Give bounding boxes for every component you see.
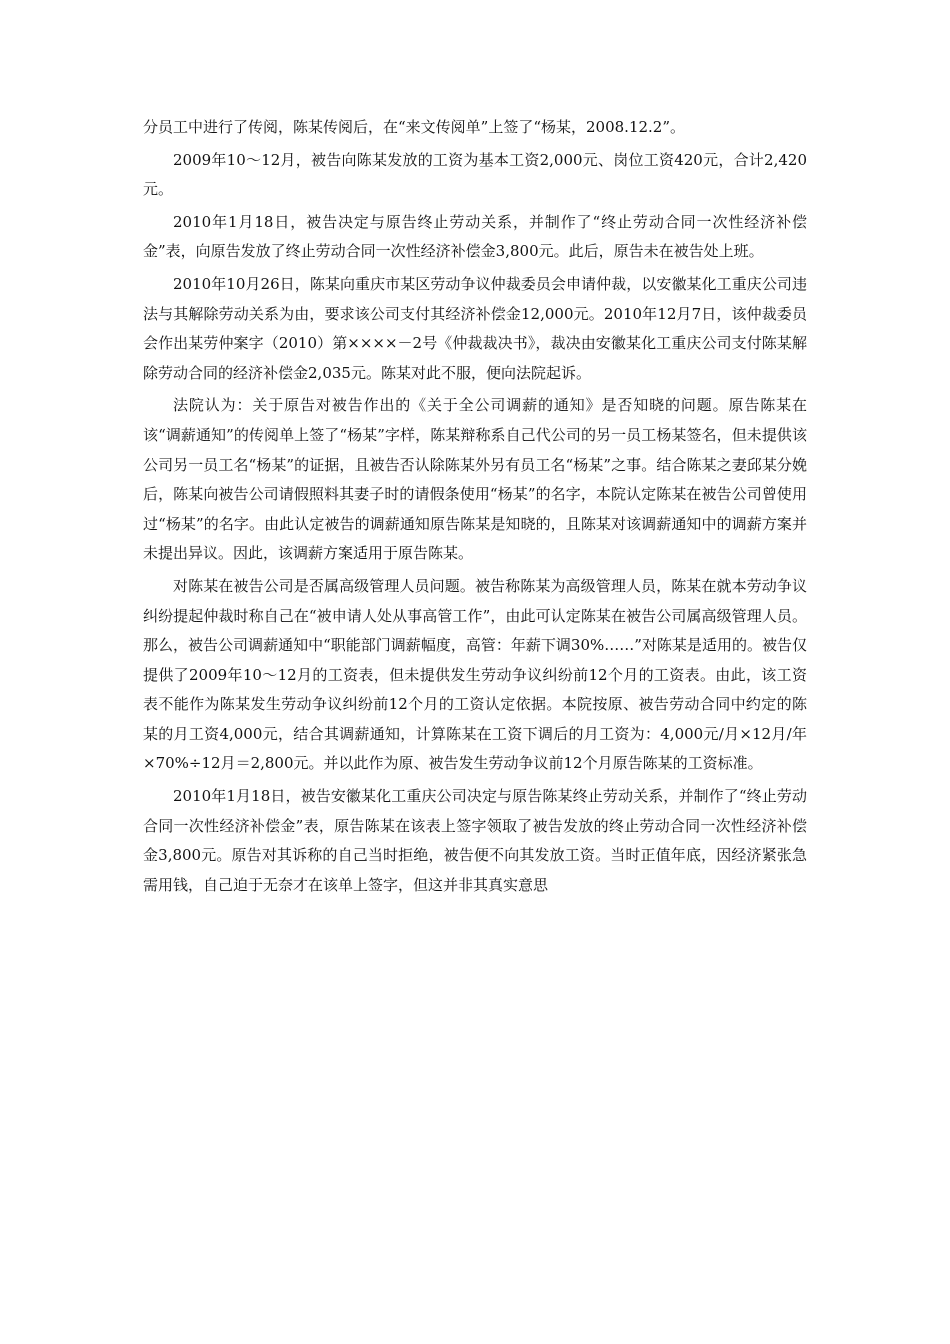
paragraph-2: 2009年10～12月，被告向陈某发放的工资为基本工资2,000元、岗位工资420元，合计2,420元。	[143, 150, 807, 199]
paragraph-7: 2010年1月18日，被告安徽某化工重庆公司决定与原告陈某终止劳动关系，并制作了“终止劳动合同一次性经济补偿金”表，原告陈某在该表上签字领取了被告发放的终止劳动合同一次性经济补偿金3,800元。原告对其诉称的自己当时拒绝，被告便不向其发放工资。当时正值年底，因经济紧张急需用钱，自己迫于无奈才在该单上签字，但这并非其真实意思	[143, 787, 807, 894]
paragraph-3: 2010年1月18日，被告决定与原告终止劳动关系，并制作了“终止劳动合同一次性经济补偿金”表，向原告发放了终止劳动合同一次性经济补偿金3,800元。此后，原告未在被告处上班。	[143, 212, 807, 261]
paragraph-1: 分员工中进行了传阅，陈某传阅后，在“来文传阅单”上签了“杨某，2008.12.2”。	[143, 118, 686, 136]
document-page	[143, 113, 807, 903]
paragraph-5: 法院认为：关于原告对被告作出的《关于全公司调薪的通知》是否知晓的问题。原告陈某在该“调薪通知”的传阅单上签了“杨某”字样，陈某辩称系自己代公司的另一员工杨某签名，但未提供该公司另一员工名“杨某”的证据，且被告否认除陈某外另有员工名“杨某”之事。结合陈某之妻邱某分娩后，陈某向被告公司请假照料其妻子时的请假条使用“杨某”的名字，本院认定陈某在被告公司曾使用过“杨某”的名字。由此认定被告的调薪通知原告陈某是知晓的，且陈某对该调薪通知中的调薪方案并未提出异议。因此，该调薪方案适用于原告陈某。	[143, 396, 807, 563]
paragraph-4: 2010年10月26日，陈某向重庆市某区劳动争议仲裁委员会申请仲裁，以安徽某化工重庆公司违法与其解除劳动关系为由，要求该公司支付其经济补偿金12,000元。2010年12月7日，该仲裁委员会作出某劳仲案字（2010）第××××－2号《仲裁裁决书》，裁决由安徽某化工重庆公司支付陈某解除劳动合同的经济补偿金2,035元。陈某对此不服，便向法院起诉。	[143, 274, 807, 382]
paragraph-6: 对陈某在被告公司是否属高级管理人员问题。被告称陈某为高级管理人员，陈某在就本劳动争议纠纷提起仲裁时称自己在“被申请人处从事高管工作”，由此可认定陈某在被告公司属高级管理人员。那么，被告公司调薪通知中“职能部门调薪幅度，高管：年薪下调30%……”对陈某是适用的。被告仅提供了2009年10～12月的工资表，但未提供发生劳动争议纠纷前12个月的工资表。由此，该工资表不能作为陈某发生劳动争议纠纷前12个月的工资认定依据。本院按原、被告劳动合同中约定的陈某的月工资4,000元，结合其调薪通知，计算陈某在工资下调后的月工资为：4,000元/月×12月/年×70%÷12月＝2,800元。并以此作为原、被告发生劳动争议前12个月原告陈某的工资标准。	[143, 576, 807, 773]
